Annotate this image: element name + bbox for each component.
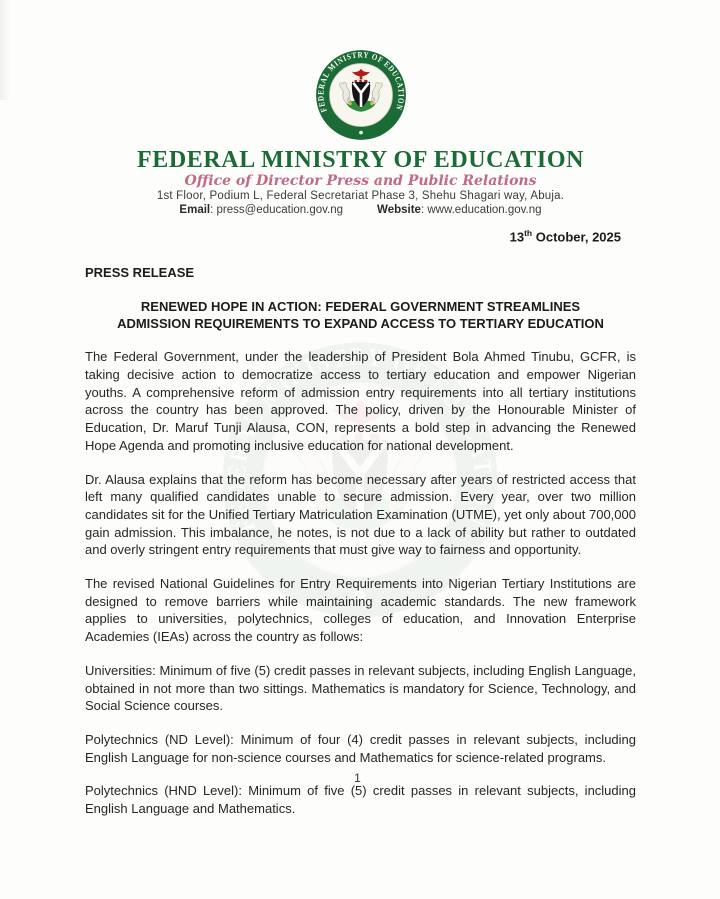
email-value: : press@education.gov.ng <box>210 204 344 216</box>
date: 13th October, 2025 <box>509 228 621 245</box>
email-label: Email <box>179 204 211 216</box>
letterhead <box>85 46 636 217</box>
address-line: 1st Floor, Podium L, Federal Secretariat Phase 3, Shehu Shagari way, Abuja. <box>156 190 565 202</box>
press-release-label: PRESS RELEASE <box>85 265 195 281</box>
ministry-name: FEDERAL MINISTRY OF EDUCATION <box>136 147 585 173</box>
document-title: RENEWED HOPE IN ACTION: FEDERAL GOVERNMENT STREAMLINES ADMISSION REQUIREMENTS TO EXPAND ACCESS TO TERTIARY EDUCATION <box>117 299 604 331</box>
ministry-seal <box>85 46 636 144</box>
body-paragraph: Universities: Minimum of five (5) credit passes in relevant subjects, including English Language, obtained in not more than two sittings. Mathematics is mandatory for Science, Technology, and Social Science courses. <box>85 662 636 714</box>
office-line: Office of Director Press and Public Relations <box>184 173 537 189</box>
document-body <box>85 348 636 817</box>
body-paragraph: The Federal Government, under the leadership of President Bola Ahmed Tinubu, GCFR, is taking decisive action to democratize access to tertiary education and empower Nigerian youths. A comprehensive reform of admission entry requirements into all tertiary institutions across the country has been approved. The policy, driven by the Honourable Minister of Education, Dr. Maruf Tunji Alausa, CON, represents a bold step in advancing the Renewed Hope Agenda and promoting inclusive education for national development. <box>85 349 636 453</box>
page-number: 1 <box>354 770 361 785</box>
body-paragraph: Polytechnics (ND Level): Minimum of four (4) credit passes in relevant subjects, including English Language for non-science courses and Mathematics for science-related programs. <box>85 731 636 765</box>
body-paragraph: The revised National Guidelines for Entry Requirements into Nigerian Tertiary Institutions are designed to remove barriers while maintaining academic standards. The new framework applies to universities, polytechnics, colleges of education, and Innovation Enterprise Academies (IEAs) across the country as follows: <box>85 576 636 645</box>
body-paragraph: Polytechnics (HND Level): Minimum of five (5) credit passes in relevant subjects, including English Language and Mathematics. <box>85 783 636 817</box>
website-label: Website <box>377 204 421 216</box>
ministry-seal-emblem <box>312 46 410 144</box>
body-paragraph: Dr. Alausa explains that the reform has become necessary after years of restricted access that left many qualified candidates unable to secure admission. Every year, over two million candidates sit for the Unified Tertiary Matriculation Examination (UTME), yet only about 700,000 gain admission. This imbalance, he notes, is not due to a lack of ability but rather to outdated and overly stringent entry requirements that must give way to fairness and opportunity. <box>85 471 636 558</box>
contact-line <box>85 204 636 217</box>
website-value: : www.education.gov.ng <box>420 204 542 216</box>
